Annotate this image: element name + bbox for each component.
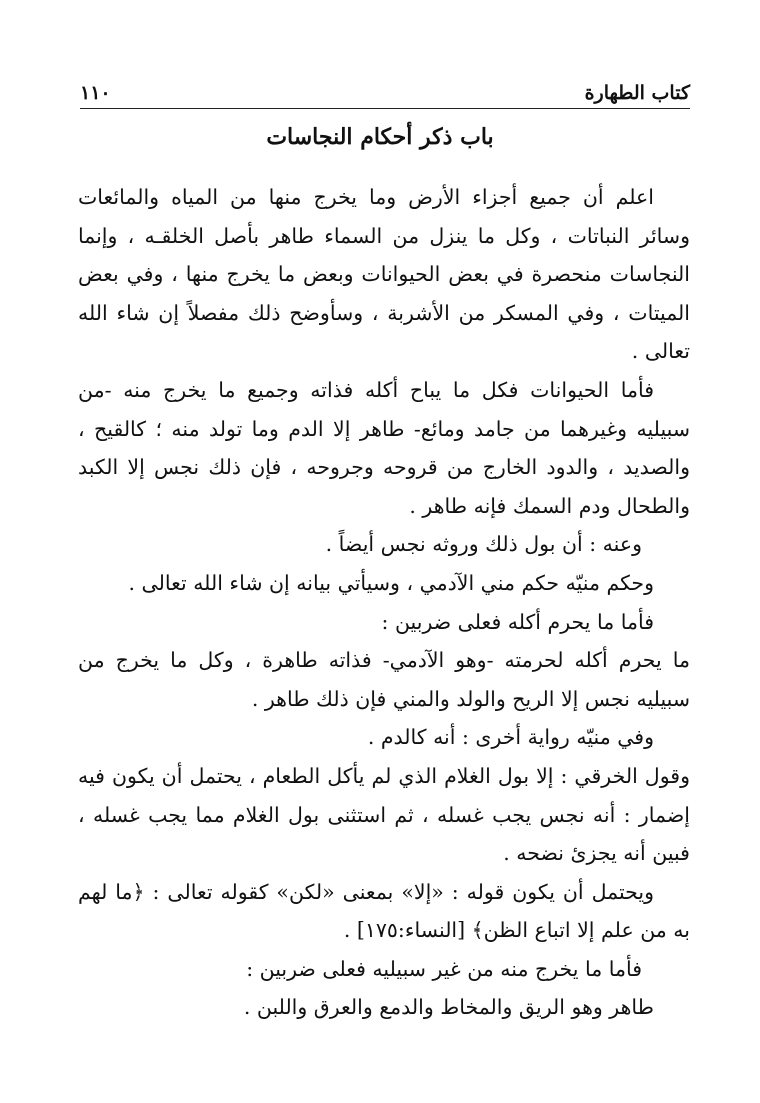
paragraph: وحكم منيّه حكم مني الآدمي ، وسيأتي بيانه إن شاء الله تعالى . <box>128 570 654 595</box>
chapter-title: باب ذكر أحكام النجاسات <box>266 124 494 150</box>
running-title: كتاب الطهارة <box>584 82 690 104</box>
page-number: ١١٠ <box>80 82 111 104</box>
paragraph: ويحتمل أن يكون قوله : «إلا» بمعنى «لكن» كقوله تعالى : ﴿ما لهم به من علم إلا اتباع الظن﴾ [النساء:١٧٥] . <box>78 879 690 943</box>
paragraph: اعلم أن جميع أجزاء الأرض وما يخرج منها من المياه والمائعات وسائر النباتات ، وكل ما ينزل من السماء طاهر بأصل الخلقـه ، وإنما النجاسات منحصرة في بعض الحيوانات وبعض ما يخرج منها ، وفي بعض الميتات ، وفي المسكر من الأشربة ، وسأوضح ذلك مفصلاً إن شاء الله تعالى . <box>78 185 690 364</box>
paragraph: فأما الحيوانات فكل ما يباح أكله فذاته وجميع ما يخرج منه -من سبيليه وغيرهما من جامد ومائع- طاهر إلا الدم وما تولد منه ؛ كالقيح ، والصديد ، والدود الخارج من قروحه وجروحه ، فإن ذلك نجس إلا الكبد والطحال ودم السمك فإنه طاهر . <box>78 377 690 518</box>
main-text <box>78 178 690 1027</box>
paragraph: ما يحرم أكله لحرمته -وهو الآدمي- فذاته طاهرة ، وكل ما يخرج من سبيليه نجس إلا الريح والولد والمني فإن ذلك طاهر . <box>78 648 690 711</box>
page-header <box>80 72 690 109</box>
paragraph: طاهر وهو الريق والمخاط والدمع والعرق واللبن . <box>243 995 654 1020</box>
paragraph: وعنه : أن بول ذلك وروثه نجس أيضاً . <box>325 532 642 557</box>
paragraph: وفي منيّه رواية أخرى : أنه كالدم . <box>367 725 654 750</box>
paragraph: وقول الخرقي : إلا بول الغلام الذي لم يأكل الطعام ، يحتمل أن يكون فيه إضمار : أنه نجس يجب غسله ، ثم استثنى بول الغلام مما يجب غسله ، فبين أنه يجزئ نضحه . <box>78 763 690 866</box>
paragraph: فأما ما يخرج منه من غير سبيليه فعلى ضربين : <box>246 956 642 981</box>
paragraph: فأما ما يحرم أكله فعلى ضربين : <box>381 609 654 634</box>
